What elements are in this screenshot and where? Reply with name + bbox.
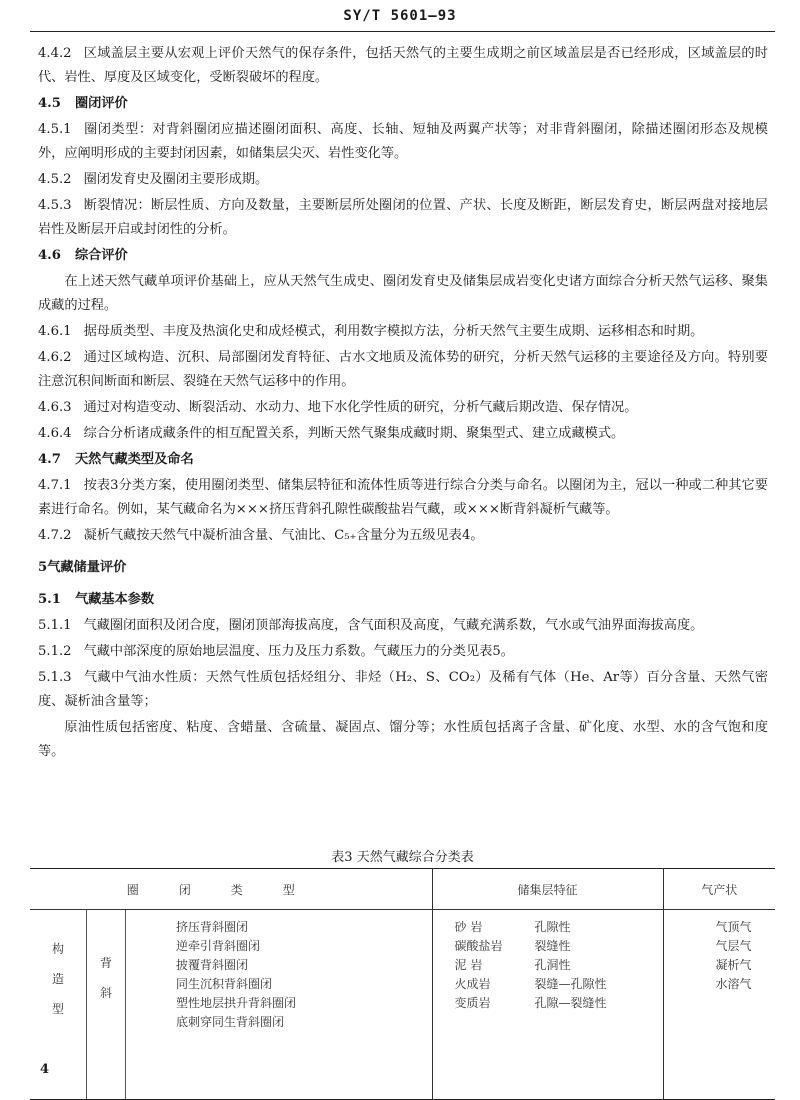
- paragraph: [38, 474, 768, 522]
- section-heading: [38, 448, 768, 472]
- section-text: 圈闭评价: [74, 96, 128, 111]
- paragraph: [38, 270, 768, 318]
- section-text: 圈闭发育史及圈闭主要形成期。: [83, 172, 269, 187]
- section-text: 气藏储量评价: [47, 560, 127, 575]
- header-rule: [30, 31, 775, 32]
- reservoir-rock: 砂 岩: [454, 920, 483, 934]
- reservoir-row: [455, 994, 662, 1013]
- page-number: 4: [40, 1062, 50, 1077]
- reservoir-type: 孔洞性: [534, 958, 571, 972]
- section-heading: [38, 588, 768, 612]
- paragraph: [38, 716, 768, 764]
- paragraph: [38, 194, 768, 242]
- section-heading: [38, 244, 768, 268]
- section-number: 4.5.2: [38, 172, 72, 187]
- reservoir-type: 孔隙性: [534, 920, 571, 934]
- section-text: 气藏圈闭面积及闭合度，圈闭顶部海拔高度，含气面积及高度，气藏充满系数，气水或气油界面海拔高度。: [83, 618, 704, 633]
- section-text: 气藏中气油水性质：天然气性质包括烃组分、非烃（H₂、S、CO₂）及稀有气体（He、Ar等）百分含量、天然气密度、凝析油含量等；: [38, 670, 768, 709]
- trap-type-item: 披覆背斜圈闭: [176, 958, 249, 972]
- reservoir-rock: 碳酸盐岩: [454, 939, 503, 953]
- section-text: 圈闭类型：对背斜圈闭应描述圈闭面积、高度、长轴、短轴及两翼产状等；对非背斜圈闭，除描述圈闭形态及规模外，应阐明形成的主要封闭因素，如储集层尖灭、岩性变化等。: [38, 122, 768, 161]
- section-text: 气藏中部深度的原始地层温度、压力及压力系数。气藏压力的分类见表5。: [83, 644, 514, 659]
- section-number: 4.6.4: [38, 426, 72, 441]
- section-number: 4.7: [38, 452, 61, 467]
- section-number: 4.4.2: [38, 46, 72, 61]
- section-number: 4.5.1: [38, 122, 72, 137]
- paragraph: [38, 640, 768, 664]
- reservoir-row: [455, 956, 662, 975]
- reservoir-row: [455, 937, 662, 956]
- section-number: 5.1.1: [38, 618, 72, 633]
- section-text: 综合评价: [74, 248, 128, 263]
- section-number: 5.1.2: [38, 644, 72, 659]
- reservoir-row: [455, 918, 662, 937]
- trap-type-item: 底刺穿同生背斜圈闭: [176, 1015, 285, 1029]
- reservoir-list: [432, 910, 663, 1100]
- trap-type-item: 挤压背斜圈闭: [176, 920, 249, 934]
- document-header: SY/T 5601—93: [343, 8, 457, 24]
- reservoir-type: 裂缝性: [534, 939, 571, 953]
- section-number: 4.6.3: [38, 400, 72, 415]
- section-number: 4.7.2: [38, 528, 72, 543]
- reservoir-type: 孔隙—裂缝性: [534, 996, 607, 1010]
- paragraph: [38, 118, 768, 166]
- section-number: 4.6.1: [38, 324, 72, 339]
- classification-table: [30, 868, 775, 1100]
- paragraph: [38, 396, 768, 420]
- section-number: 5.1.3: [38, 670, 72, 685]
- section-number: 4.6: [38, 248, 61, 263]
- gas-occurrence-item: 水溶气: [715, 977, 752, 991]
- paragraph: [38, 614, 768, 638]
- section-number: 4.5.3: [38, 198, 72, 213]
- section-text: 断裂情况：断层性质、方向及数量，主要断层所处圈闭的位置、产状、长度及断距，断层发育史，断层两盘对接地层岩性及断层开启或封闭性的分析。: [38, 198, 768, 237]
- section-text: 在上述天然气藏单项评价基础上，应从天然气生成史、圈闭发育史及储集层成岩变化史诸方面综合分析天然气运移、聚集成藏的过程。: [38, 274, 768, 313]
- section-text: 凝析气藏按天然气中凝析油含量、气油比、C₅₊含量分为五级见表4。: [83, 528, 484, 543]
- document-body: [38, 42, 768, 766]
- gas-occurrence-item: 气层气: [715, 939, 752, 953]
- subcategory-cell: 背 斜: [87, 910, 126, 1100]
- section-heading: [38, 556, 768, 580]
- section-text: 按表3分类方案，使用圈闭类型、储集层特征和流体性质等进行综合分类与命名。以圈闭为主，冠以一种或二种其它要素进行命名。例如，某气藏命名为×××挤压背斜孔隙性碳酸盐岩气藏，或×××断背斜凝析气藏等。: [38, 478, 768, 517]
- section-text: 天然气藏类型及命名: [74, 452, 194, 467]
- section-heading: [38, 92, 768, 116]
- reservoir-rock: 泥 岩: [454, 958, 483, 972]
- section-text: 综合分析诸成藏条件的相互配置关系，判断天然气聚集成藏时期、聚集型式、建立成藏模式。: [83, 426, 625, 441]
- header-gas-occurrence: 气产状: [663, 869, 775, 910]
- reservoir-rock: 变质岩: [454, 996, 491, 1010]
- paragraph: [38, 42, 768, 90]
- paragraph: [38, 346, 768, 394]
- section-text: 据母质类型、丰度及热演化史和成烃模式，利用数字模拟方法，分析天然气主要生成期、运移相态和时期。: [83, 324, 704, 339]
- section-text: 通过区域构造、沉积、局部圈闭发育特征、古水文地质及流体势的研究，分析天然气运移的主要途径及方向。特别要注意沉积间断面和断层、裂缝在天然气运移中的作用。: [38, 350, 768, 389]
- header-trap-type: 圈闭类型: [30, 869, 432, 910]
- section-text: 区域盖层主要从宏观上评价天然气的保存条件，包括天然气的主要生成期之前区域盖层是否已经形成，区域盖层的时代、岩性、厚度及区域变化，受断裂破坏的程度。: [38, 46, 768, 85]
- paragraph: [38, 168, 768, 192]
- section-number: 4.6.2: [38, 350, 72, 365]
- paragraph: [38, 320, 768, 344]
- table-title: 表3 天然气藏综合分类表: [331, 850, 474, 865]
- section-text: 原油性质包括密度、粘度、含蜡量、含硫量、凝固点、馏分等；水性质包括离子含量、矿化度、水型、水的含气饱和度等。: [38, 720, 768, 759]
- section-text: 通过对构造变动、断裂活动、水动力、地下水化学性质的研究，分析气藏后期改造、保存情况。: [83, 400, 638, 415]
- paragraph: [38, 666, 768, 714]
- reservoir-row: [455, 975, 662, 994]
- section-number: 4.5: [38, 96, 61, 111]
- paragraph: [38, 524, 768, 548]
- trap-type-item: 塑性地层拱升背斜圈闭: [176, 996, 297, 1010]
- section-number: 5: [38, 560, 48, 575]
- paragraph: [38, 422, 768, 446]
- header-reservoir: 储集层特征: [432, 869, 663, 910]
- gas-occurrence-list: [663, 910, 775, 1100]
- section-number: 4.7.1: [38, 478, 72, 493]
- category-cell: 构 造 型: [30, 910, 87, 1100]
- reservoir-type: 裂缝—孔隙性: [534, 977, 607, 991]
- section-number: 5.1: [38, 592, 61, 607]
- section-text: 气藏基本参数: [74, 592, 155, 607]
- gas-occurrence-item: 气顶气: [715, 920, 752, 934]
- trap-type-item: 逆牵引背斜圈闭: [176, 939, 261, 953]
- trap-type-item: 同生沉积背斜圈闭: [176, 977, 273, 991]
- reservoir-rock: 火成岩: [454, 977, 491, 991]
- trap-type-list: [126, 910, 433, 1100]
- gas-occurrence-item: 凝析气: [715, 958, 752, 972]
